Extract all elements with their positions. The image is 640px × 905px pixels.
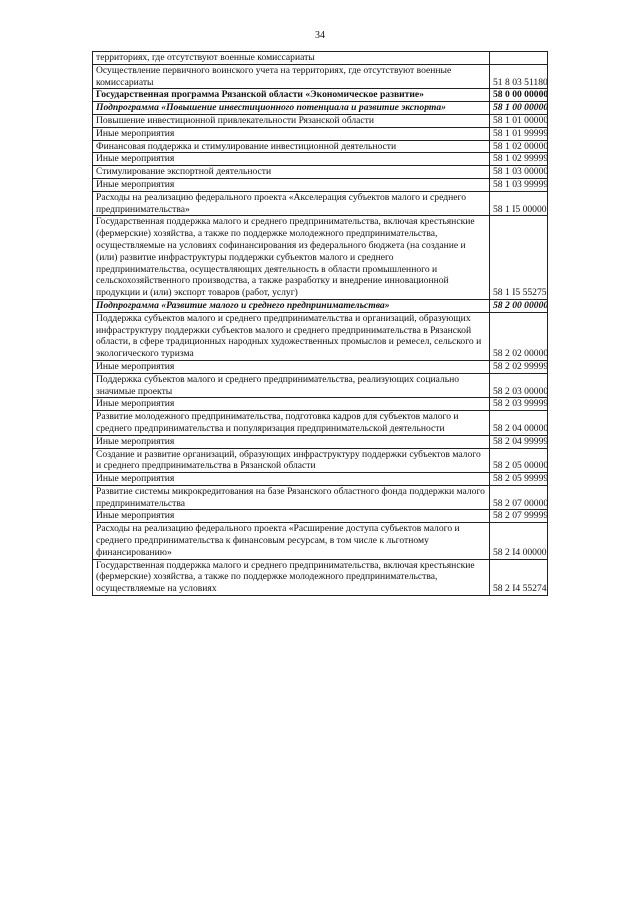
- row-name: Иные мероприятия: [93, 473, 490, 486]
- row-code: 58 2 I4 00000: [490, 523, 548, 559]
- table-row: [93, 153, 548, 166]
- row-code: 58 1 03 99999: [490, 178, 548, 191]
- table-row: [93, 191, 548, 216]
- row-code: 58 2 04 99999: [490, 435, 548, 448]
- table-row: [93, 178, 548, 191]
- table-row: [93, 127, 548, 140]
- row-code: 58 2 05 00000: [490, 448, 548, 473]
- table-row: [93, 559, 548, 595]
- row-name: Иные мероприятия: [93, 153, 490, 166]
- table-row: [93, 411, 548, 436]
- table-row: [93, 473, 548, 486]
- table-row: [93, 448, 548, 473]
- row-name: Иные мероприятия: [93, 510, 490, 523]
- row-code: 58 0 00 00000: [490, 89, 548, 102]
- row-code: 58 1 I5 55275: [490, 216, 548, 300]
- row-code: 58 2 07 99999: [490, 510, 548, 523]
- row-name: Развитие системы микрокредитования на базе Рязанского областного фонда поддержки малого предпринимательства: [93, 485, 490, 510]
- row-code: 58 2 02 99999: [490, 360, 548, 373]
- row-name: Поддержка субъектов малого и среднего предпринимательства, реализующих социально значимые проекты: [93, 373, 490, 398]
- row-name: Создание и развитие организаций, образующих инфраструктуру поддержки субъектов малого и среднего предпринимательства в Рязанской области: [93, 448, 490, 473]
- table-row: [93, 360, 548, 373]
- row-code: 58 2 04 00000: [490, 411, 548, 436]
- row-code: [490, 52, 548, 65]
- table-row: [93, 64, 548, 89]
- table-row: [93, 52, 548, 65]
- row-code: 58 1 01 00000: [490, 114, 548, 127]
- row-code: 58 2 05 99999: [490, 473, 548, 486]
- row-name: Иные мероприятия: [93, 435, 490, 448]
- row-name: территориях, где отсутствуют военные комиссариаты: [93, 52, 490, 65]
- row-code: 58 1 02 00000: [490, 140, 548, 153]
- row-name: Развитие молодежного предпринимательства, подготовка кадров для субъектов малого и среднего предпринимательства и популяризация предпринимательской деятельности: [93, 411, 490, 436]
- row-name: Государственная поддержка малого и среднего предпринимательства, включая крестьянские (фермерские) хозяйства, а также по поддержке молодежного предпринимательства, осуществляемые на условиях софинансирования из федерального бюджета (на создание и (или) развитие инфраструктуры поддержки субъектов малого и среднего предпринимательства, осуществляющих деятельность в области промышленного и сельскохозяйственного производства, а также разработку и внедрение инновационной продукции и (или) экспорт товаров (работ, услуг): [93, 216, 490, 300]
- row-code: 58 2 00 00000: [490, 299, 548, 312]
- table-row: [93, 312, 548, 360]
- row-name: Повышение инвестиционной привлекательности Рязанской области: [93, 114, 490, 127]
- row-name: Иные мероприятия: [93, 398, 490, 411]
- row-code: 58 1 I5 00000: [490, 191, 548, 216]
- table-body: [93, 52, 548, 596]
- table-row: [93, 140, 548, 153]
- row-code: 58 2 I4 55274: [490, 559, 548, 595]
- table-row: [93, 216, 548, 300]
- row-name: Иные мероприятия: [93, 360, 490, 373]
- row-code: 58 2 03 99999: [490, 398, 548, 411]
- row-name: Государственная программа Рязанской области «Экономическое развитие»: [93, 89, 490, 102]
- row-name: Расходы на реализацию федерального проекта «Акселерация субъектов малого и среднего предпринимательства»: [93, 191, 490, 216]
- row-code: 58 2 07 00000: [490, 485, 548, 510]
- row-name: Стимулирование экспортной деятельности: [93, 166, 490, 179]
- row-name: Государственная поддержка малого и среднего предпринимательства, включая крестьянские (фермерские) хозяйства, а также по поддержке молодежного предпринимательства, осуществляемые на условиях: [93, 559, 490, 595]
- table-row: [93, 114, 548, 127]
- row-name: Иные мероприятия: [93, 178, 490, 191]
- row-code: 58 1 00 00000: [490, 102, 548, 115]
- table-row: [93, 523, 548, 559]
- row-name: Поддержка субъектов малого и среднего предпринимательства и организаций, образующих инфраструктуру поддержки субъектов малого и среднего предпринимательства в Рязанской области, в сфере традиционных народных художественных промыслов и ремесел, сельского и экологического туризма: [93, 312, 490, 360]
- row-code: 58 2 02 00000: [490, 312, 548, 360]
- page-number: 34: [315, 30, 325, 41]
- row-name: Иные мероприятия: [93, 127, 490, 140]
- table-row-subprogram: [93, 102, 548, 115]
- row-code: 58 1 02 99999: [490, 153, 548, 166]
- row-code: 58 1 01 99999: [490, 127, 548, 140]
- table-row: [93, 373, 548, 398]
- row-name: Осуществление первичного воинского учета на территориях, где отсутствуют военные комиссариаты: [93, 64, 490, 89]
- table-row: [93, 166, 548, 179]
- budget-classification-table: [92, 51, 548, 596]
- row-name: Подпрограмма «Повышение инвестиционного потенциала и развитие экспорта»: [93, 102, 490, 115]
- table-row: [93, 485, 548, 510]
- table-row: [93, 510, 548, 523]
- table-row-subprogram: [93, 299, 548, 312]
- row-code: 58 2 03 00000: [490, 373, 548, 398]
- table-row: [93, 398, 548, 411]
- table-row: [93, 435, 548, 448]
- table-row-program: [93, 89, 548, 102]
- row-name: Расходы на реализацию федерального проекта «Расширение доступа субъектов малого и среднего предпринимательства к финансовым ресурсам, в том числе к льготному финансированию»: [93, 523, 490, 559]
- row-code: 51 8 03 51180: [490, 64, 548, 89]
- row-code: 58 1 03 00000: [490, 166, 548, 179]
- row-name: Финансовая поддержка и стимулирование инвестиционной деятельности: [93, 140, 490, 153]
- row-name: Подпрограмма «Развитие малого и среднего предпринимательства»: [93, 299, 490, 312]
